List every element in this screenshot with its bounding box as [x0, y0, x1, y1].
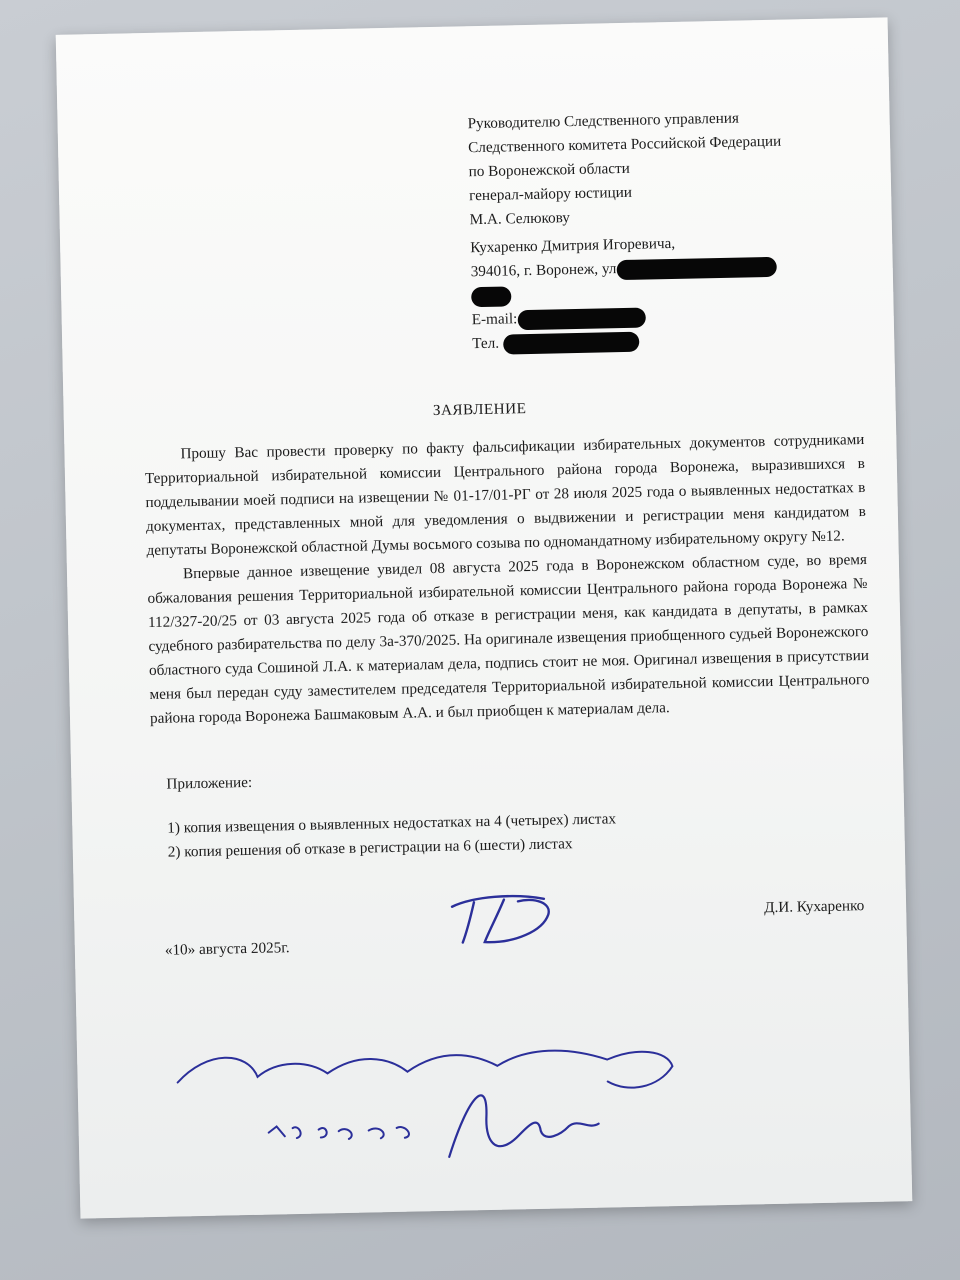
- redaction-bar: [517, 307, 645, 330]
- redaction-bar: [471, 286, 511, 307]
- addressee-line: Следственного комитета Российской Федерации: [467, 132, 782, 157]
- addressee-line: Руководителю Следственного управления: [467, 109, 740, 133]
- phone-label: Тел.: [472, 334, 500, 353]
- body-paragraph: Впервые данное извещение увидел 08 августа 2025 года в Воронежском областном суде, во время обжалования решения Территориальной избирательной комиссии Центрального района города Воронежа № 112/327-20/25 от 03 августа 2025 года об отказе в регистрации меня, как кандидата в депутаты, в рамках судебного разбирательства по делу 3а-370/2025. На оригинале извещения приобщенного судьей Воронежского областного суда Сошиной Л.А. к материалам дела, подпись стоит не моя. Оригинал извещения в присутствии меня был передан суду заместителем председателя Территориальной избирательной комиссии Центрального района города Воронежа Башмаковым А.А. и был приобщен к материалам дела.: [147, 550, 870, 728]
- attachments-list: [167, 807, 617, 864]
- addressee-line: М.А. Селюкову: [469, 209, 571, 229]
- attachments-heading: Приложение:: [166, 773, 253, 793]
- document-body: [144, 428, 870, 731]
- sender-block: [470, 228, 872, 356]
- sender-address-prefix: 394016, г. Воронеж, ул: [470, 260, 617, 281]
- document-sheet: [56, 17, 913, 1218]
- redaction-bar: [503, 331, 639, 354]
- document-date: «10» августа 2025г.: [164, 939, 290, 959]
- sender-name: Кухаренко Дмитрия Игоревича,: [470, 234, 676, 257]
- addressee-line: генерал-майору юстиции: [468, 183, 633, 205]
- document-title: ЗАЯВЛЕНИЕ: [432, 400, 527, 420]
- redaction-bar: [616, 256, 776, 279]
- body-paragraph: Прошу Вас провести проверку по факту фальсификации избирательных документов сотрудниками Территориальной избирательной комиссии Центрального района города Воронежа, выразившихся в подделывании моей подписи на извещении № 01-17/01-РГ от 28 июля 2025 года о выявленных недостатках в документах, представленных мной для уведомления о выдвижении и регистрации меня кандидатом в депутаты Воронежской областной Думы восьмого созыва по одномандатному избирательному округу №12.: [144, 430, 867, 560]
- signer-name: Д.И. Кухаренко: [763, 897, 865, 917]
- attachment-item: 2) копия решения об отказе в регистрации на 6 (шести) листах: [167, 835, 573, 861]
- attachment-item: 1) копия извещения о выявленных недостатках на 4 (четырех) листах: [167, 810, 617, 837]
- signature-mark: [444, 886, 565, 948]
- addressee-line: по Воронежской области: [468, 159, 630, 181]
- email-label: E-mail:: [471, 310, 518, 329]
- handwritten-receipt: [167, 1032, 690, 1193]
- addressee-block: [467, 104, 869, 232]
